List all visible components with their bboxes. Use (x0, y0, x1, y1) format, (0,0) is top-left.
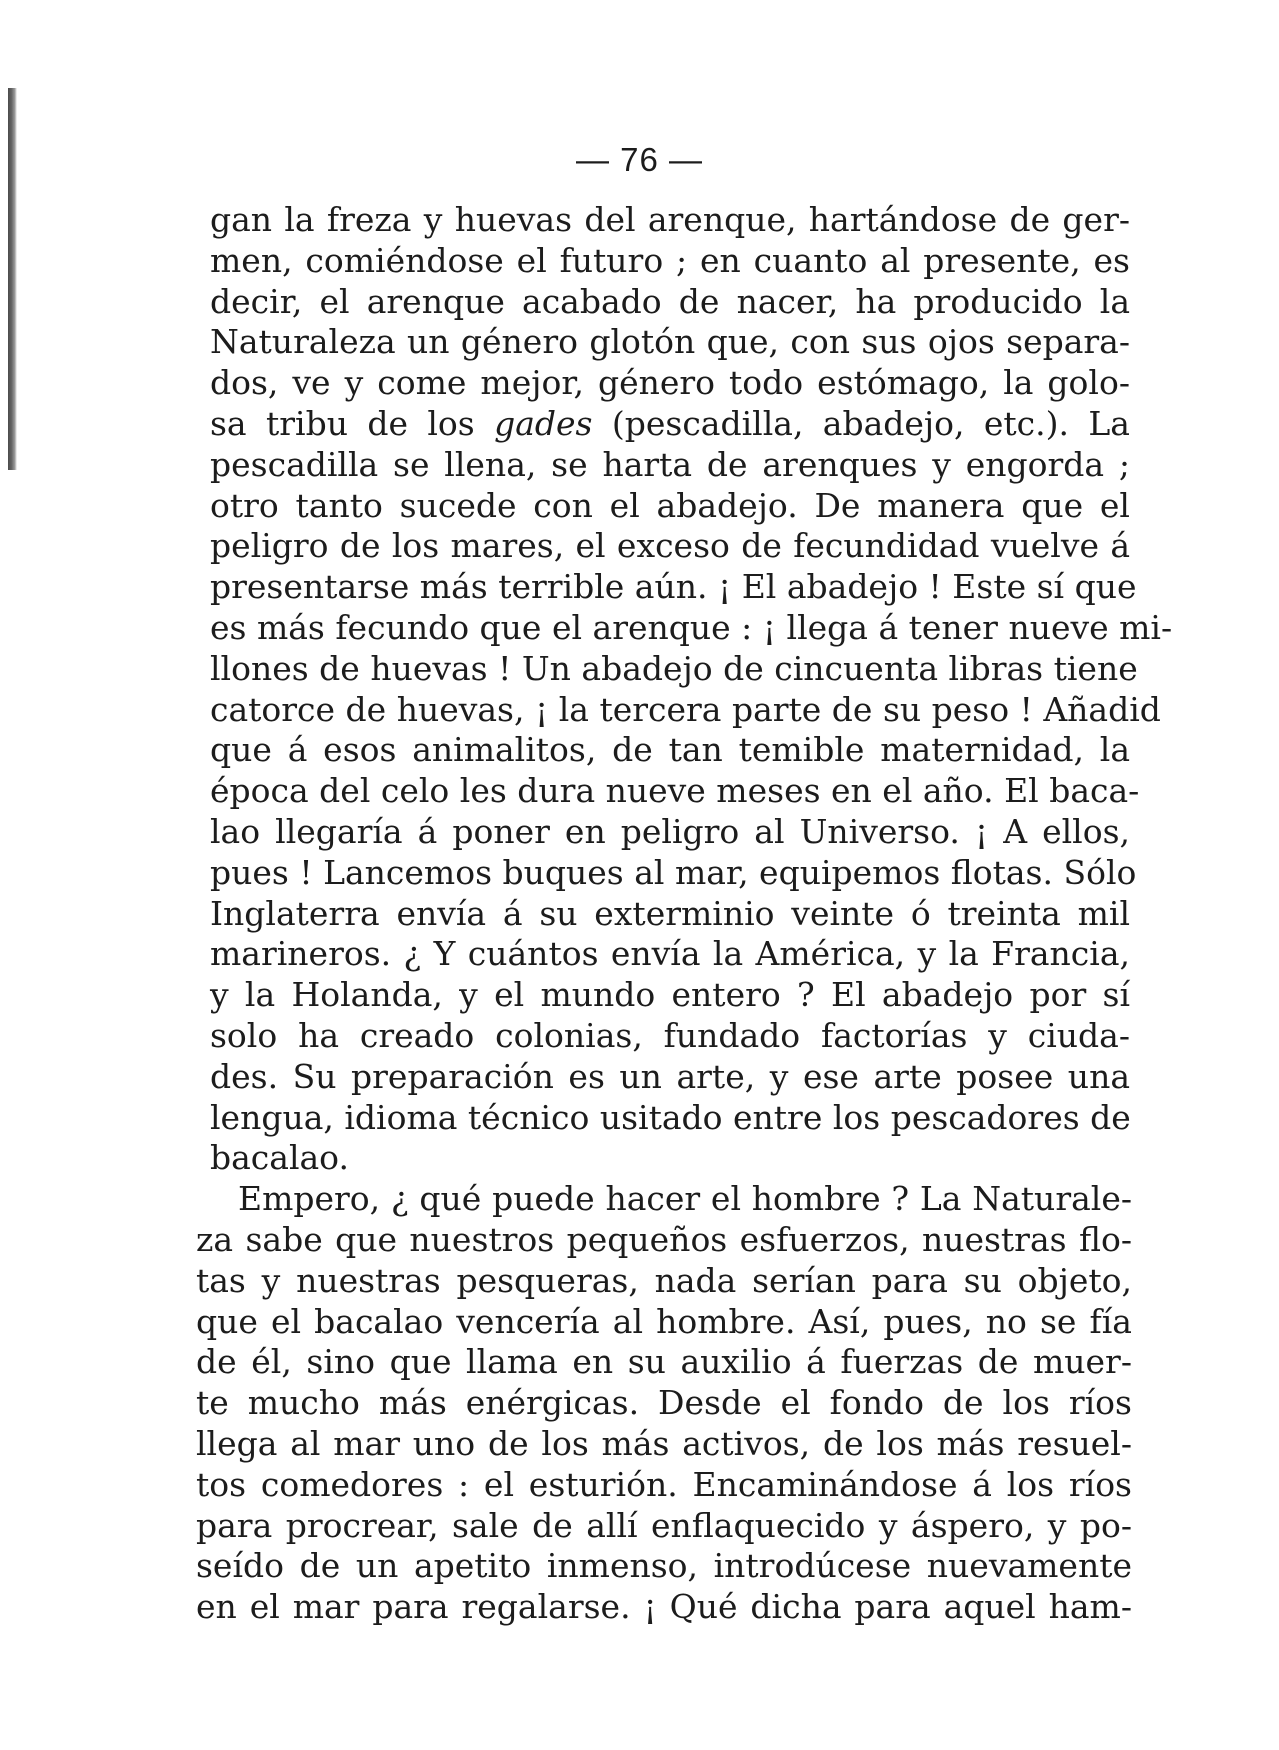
text-segment: sa tribu de los (210, 403, 495, 443)
text-line: es más fecundo que el arenque : ¡ llega á tener nueve mi- (210, 607, 1173, 647)
text-line: lengua, idioma técnico usitado entre los pescadores de (210, 1097, 1131, 1137)
text-line: tos comedores : el esturión. Encaminándose á los ríos (196, 1464, 1132, 1504)
paragraph-2 (196, 1179, 1132, 1628)
paragraph-1 (210, 200, 1173, 1179)
text-line: presentarse más terrible aún. ¡ El abadejo ! Este sí que (210, 567, 1137, 607)
text-line: que el bacalao vencería al hombre. Así, pues, no se fía (196, 1301, 1132, 1341)
text-line: marineros. ¿ Y cuántos envía la América, y la Francia, (210, 934, 1130, 974)
text-line: llega al mar uno de los más activos, de los más resuel- (196, 1423, 1132, 1463)
text-line: para procrear, sale de allí enflaquecido y áspero, y po- (196, 1505, 1132, 1545)
text-line: des. Su preparación es un arte, y ese arte posee una (210, 1056, 1130, 1096)
text-line: pues ! Lancemos buques al mar, equipemos flotas. Sólo (210, 852, 1137, 892)
text-line: pescadilla se llena, se harta de arenques y engorda ; (210, 444, 1130, 484)
body-text (196, 200, 1173, 1628)
text-line: te mucho más enérgicas. Desde el fondo de los ríos (196, 1383, 1132, 1423)
text-line: tas y nuestras pesqueras, nada serían para su objeto, (196, 1260, 1132, 1300)
text-line: Inglaterra envía á su exterminio veinte ó treinta mil (210, 893, 1130, 933)
italic-term: gades (494, 403, 593, 443)
text-line: época del celo les dura nueve meses en el año. El baca- (210, 771, 1140, 811)
text-line: decir, el arenque acabado de nacer, ha producido la (210, 281, 1130, 321)
text-line: y la Holanda, y el mundo entero ? El abadejo por sí (210, 975, 1130, 1015)
text-line: men, comiéndose el futuro ; en cuanto al presente, es (210, 240, 1130, 280)
text-line (210, 404, 1130, 445)
page-number: — 76 — (575, 141, 704, 178)
text-line: que á esos animalitos, de tan temible maternidad, la (210, 730, 1130, 770)
text-line: catorce de huevas, ¡ la tercera parte de su peso ! Añadid (210, 689, 1161, 729)
text-line: za sabe que nuestros pequeños esfuerzos, nuestras flo- (196, 1219, 1132, 1259)
text-line: llones de huevas ! Un abadejo de cincuenta libras tiene (210, 648, 1138, 688)
text-segment: (pescadilla, abadejo, etc.). La (592, 403, 1130, 443)
text-line: de él, sino que llama en su auxilio á fuerzas de muer- (196, 1342, 1132, 1382)
text-line: gan la freza y huevas del arenque, hartándose de ger- (210, 200, 1130, 239)
text-line: en el mar para regalarse. ¡ Qué dicha para aquel ham- (196, 1587, 1132, 1627)
text-line: peligro de los mares, el exceso de fecundidad vuelve á (210, 526, 1130, 566)
text-line: lao llegaría á poner en peligro al Universo. ¡ A ellos, (210, 811, 1130, 851)
text-line: Naturaleza un género glotón que, con sus ojos separa- (210, 322, 1130, 362)
text-line: bacalao. (210, 1138, 349, 1178)
text-line: dos, ve y come mejor, género todo estómago, la golo- (210, 363, 1130, 403)
text-line: seído de un apetito inmenso, introdúcese nuevamente (196, 1546, 1132, 1586)
text-line: solo ha creado colonias, fundado factorías y ciuda- (210, 1015, 1130, 1055)
text-line: otro tanto sucede con el abadejo. De manera que el (210, 485, 1130, 525)
text-line: Empero, ¿ qué puede hacer el hombre ? La Naturale- (238, 1179, 1132, 1219)
